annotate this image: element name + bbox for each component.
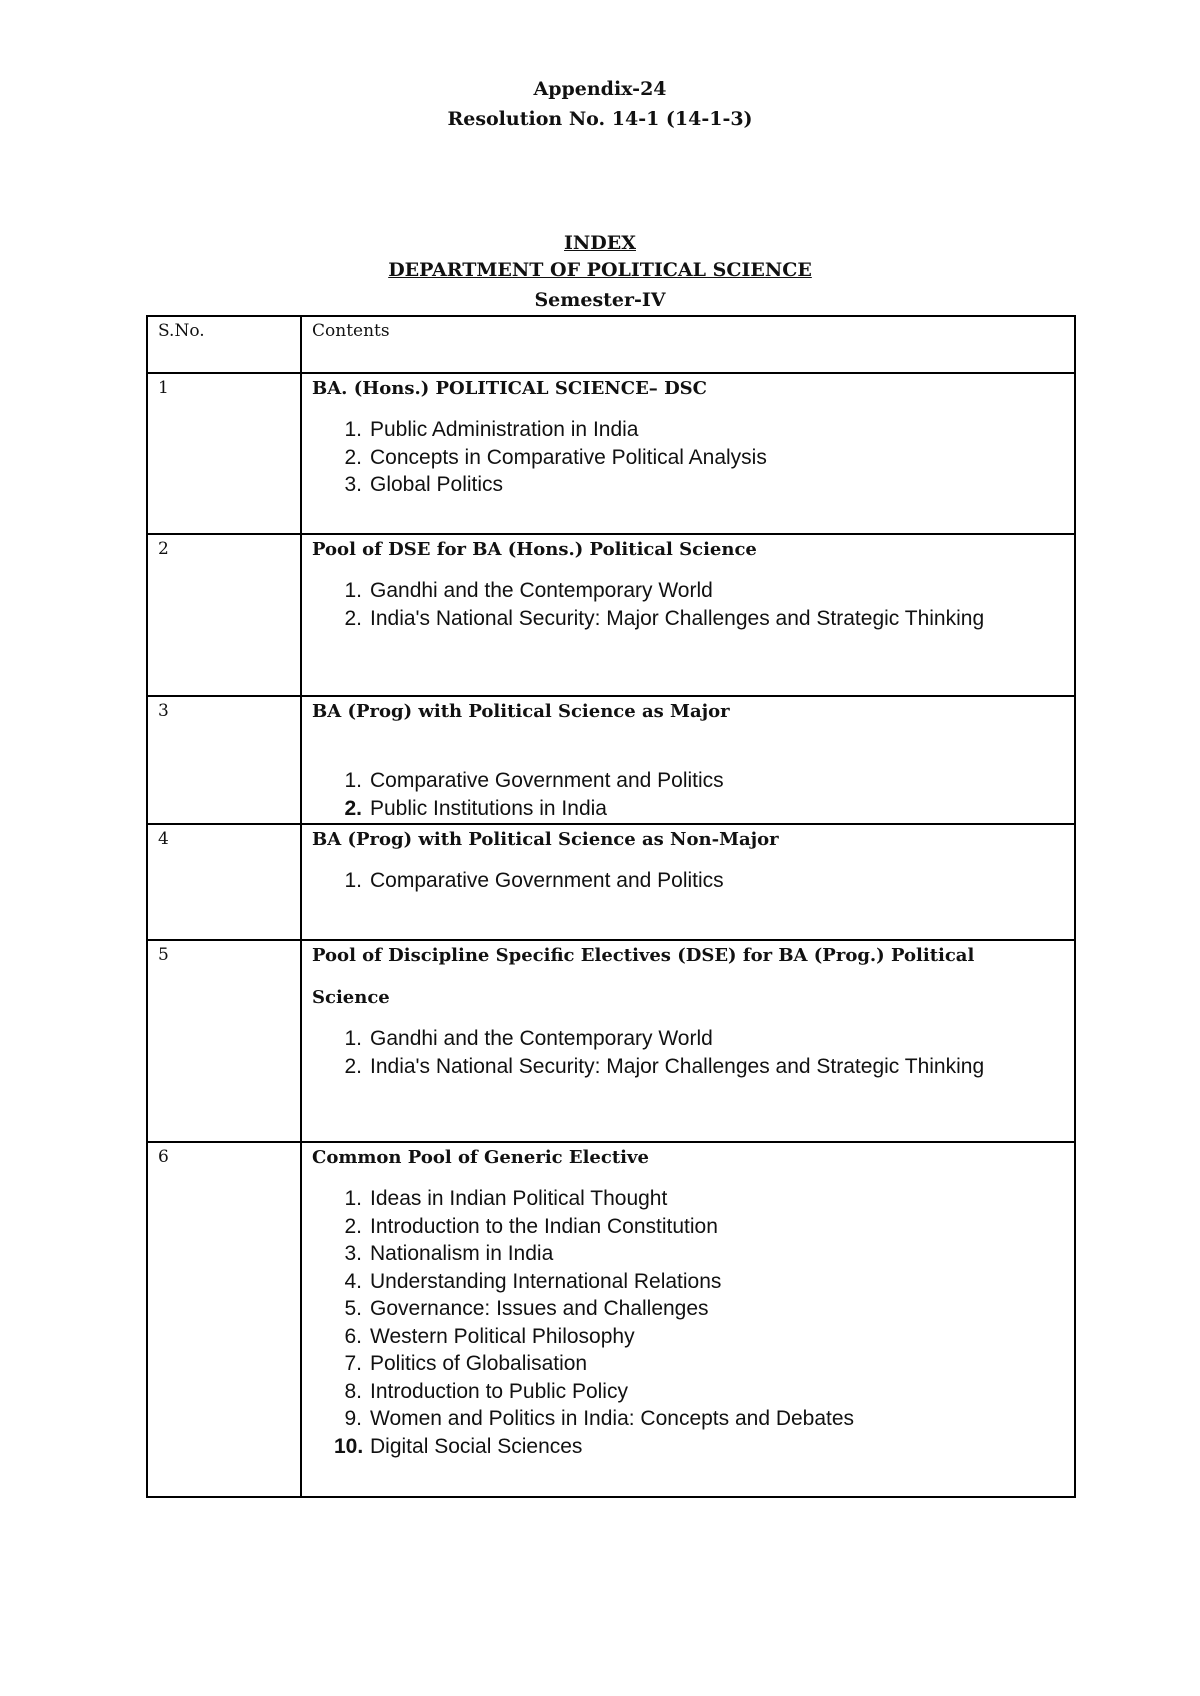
index-table (146, 315, 1076, 1498)
row-divider (146, 939, 1076, 941)
row-divider (146, 1141, 1076, 1143)
row-heading: BA (Prog) with Political Science as Non-Major (312, 829, 779, 850)
list-item: 1. Gandhi and the Contemporary World (344, 579, 713, 602)
row-number: 4 (158, 829, 169, 849)
row-heading: BA. (Hons.) POLITICAL SCIENCE– DSC (312, 378, 707, 399)
course-list (334, 1025, 1034, 1080)
list-item: 4. Understanding International Relations (344, 1269, 722, 1293)
list-item: 2. Concepts in Comparative Political Analysis (344, 445, 767, 469)
list-item: 10. Digital Social Sciences (334, 1434, 583, 1458)
course-list (334, 767, 1034, 822)
list-item: 2. India's National Security: Major Challenges and Strategic Thinking (344, 1054, 985, 1078)
row-number: 5 (158, 945, 169, 965)
resolution-number: Resolution No. 14-1 (14-1-3) (447, 108, 753, 130)
row-divider (146, 823, 1076, 825)
list-item: 1. Gandhi and the Contemporary World (344, 1027, 713, 1050)
course-list (334, 577, 1034, 632)
column-header-sno: S.No. (158, 321, 205, 341)
table-border-bottom (146, 1496, 1076, 1498)
list-item: 9. Women and Politics in India: Concepts and Debates (344, 1407, 855, 1430)
row-number: 1 (158, 378, 169, 398)
row-number: 2 (158, 539, 169, 559)
course-list (334, 1185, 1034, 1460)
semester-title: Semester-IV (534, 289, 666, 311)
list-item: 2. Introduction to the Indian Constitution (344, 1214, 718, 1238)
table-border-top (146, 315, 1076, 317)
table-border-left (146, 315, 148, 1498)
list-item: 7. Politics of Globalisation (344, 1352, 588, 1375)
row-heading-line-1: Pool of Discipline Specific Electives (DSE) for BA (Prog.) Political (312, 945, 975, 966)
list-item: 6. Western Political Philosophy (344, 1324, 635, 1348)
course-list (334, 867, 1034, 895)
row-divider (146, 533, 1076, 535)
list-item: 1. Public Administration in India (344, 418, 639, 441)
column-header-contents: Contents (312, 321, 390, 341)
course-list (334, 416, 1034, 499)
list-item: 2. India's National Security: Major Challenges and Strategic Thinking (344, 606, 985, 630)
row-heading: BA (Prog) with Political Science as Major (312, 701, 730, 722)
row-divider (146, 372, 1076, 374)
row-heading-line-2: Science (312, 987, 390, 1008)
list-item: 1. Comparative Government and Politics (344, 869, 724, 892)
row-number: 3 (158, 701, 169, 721)
column-divider (300, 315, 302, 1498)
table-border-right (1074, 315, 1076, 1498)
list-item: 1. Ideas in Indian Political Thought (344, 1187, 668, 1210)
list-item: 3. Nationalism in India (344, 1242, 554, 1265)
row-number: 6 (158, 1147, 169, 1167)
appendix-title: Appendix-24 (533, 78, 667, 100)
list-item: 5. Governance: Issues and Challenges (344, 1297, 709, 1320)
list-item: 2. Public Institutions in India (344, 796, 607, 820)
row-heading: Common Pool of Generic Elective (312, 1147, 649, 1168)
row-heading: Pool of DSE for BA (Hons.) Political Science (312, 539, 757, 560)
list-item: 8. Introduction to Public Policy (344, 1379, 628, 1403)
department-title: DEPARTMENT OF POLITICAL SCIENCE (388, 259, 812, 281)
list-item: 3. Global Politics (344, 473, 504, 496)
index-title: INDEX (564, 232, 636, 254)
list-item: 1. Comparative Government and Politics (344, 769, 724, 792)
row-divider (146, 695, 1076, 697)
